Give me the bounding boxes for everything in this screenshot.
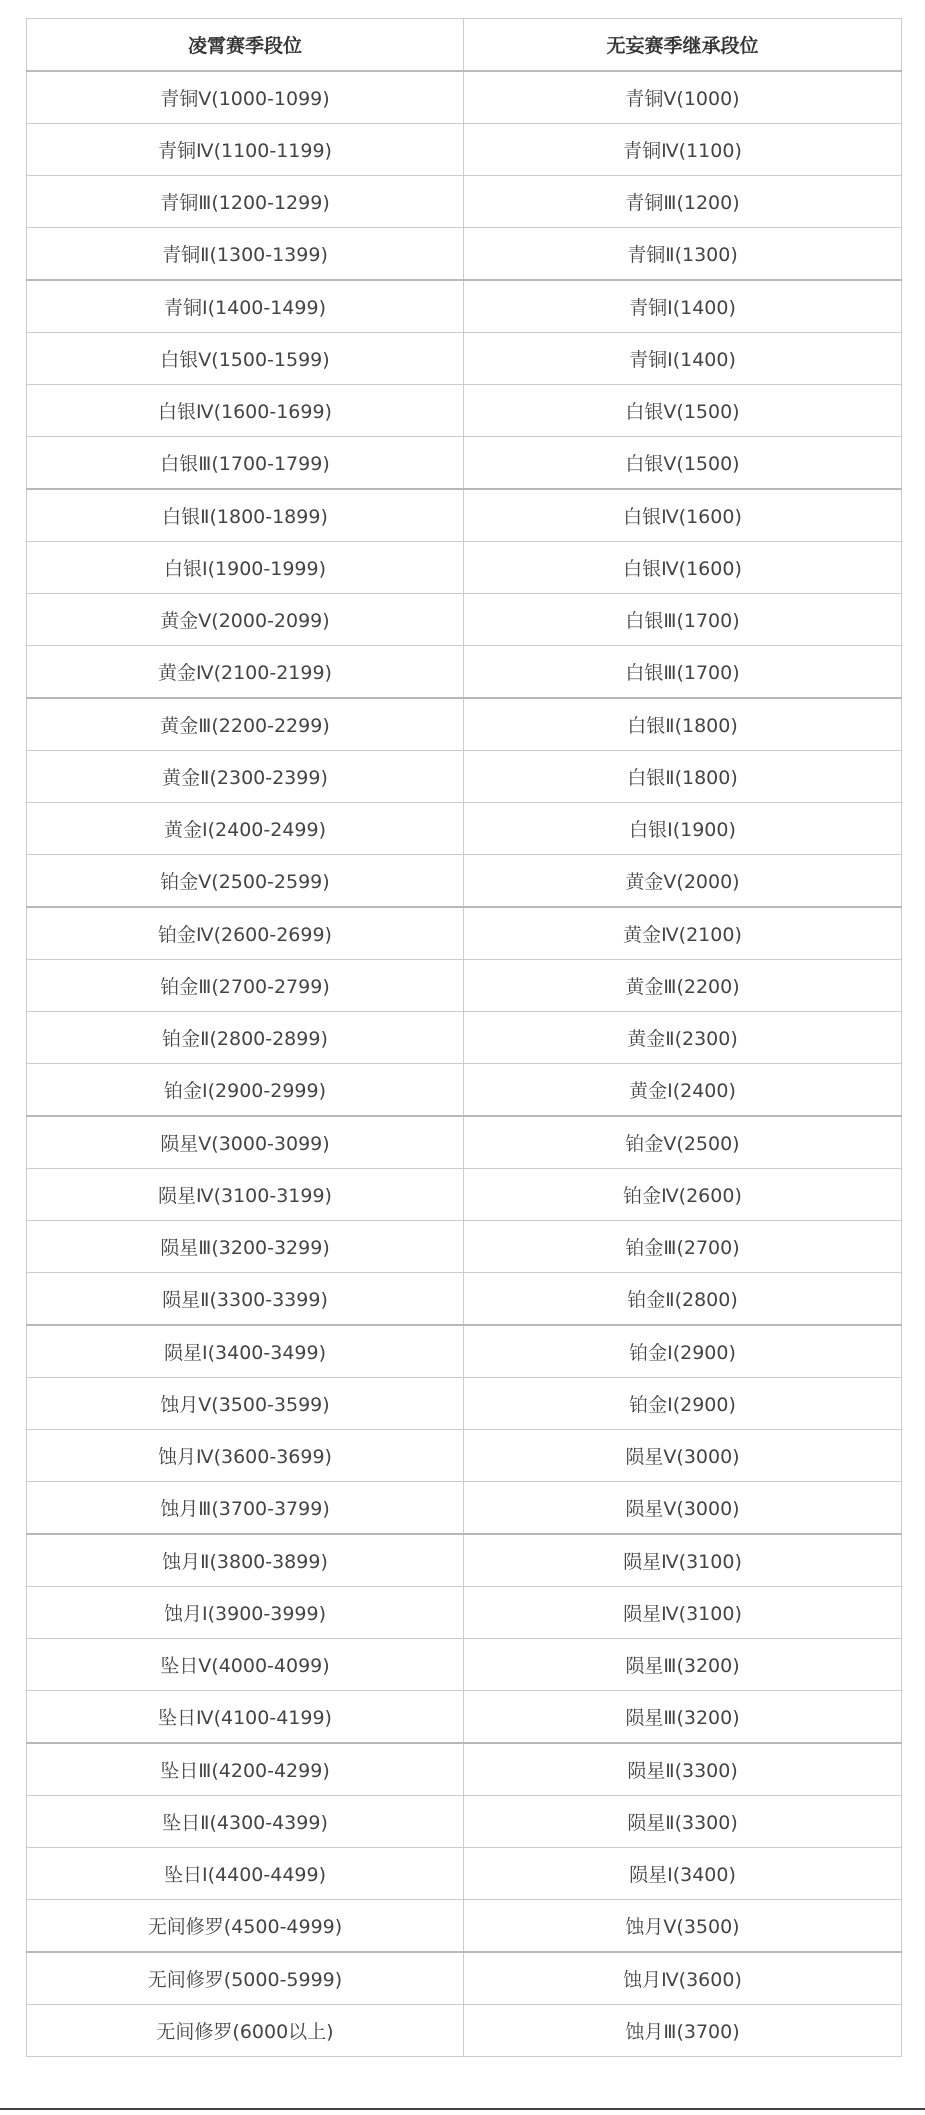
table-row <box>27 1639 902 1691</box>
lingxiao-rank-cell: 青铜Ⅱ(1300-1399) <box>27 228 464 281</box>
lingxiao-rank-cell: 坠日Ⅱ(4300-4399) <box>27 1796 464 1848</box>
lingxiao-rank-cell: 坠日Ⅳ(4100-4199) <box>27 1691 464 1744</box>
table-row <box>27 1587 902 1639</box>
lingxiao-rank-cell: 白银Ⅳ(1600-1699) <box>27 385 464 437</box>
table-row <box>27 228 902 281</box>
lingxiao-rank-cell: 青铜Ⅲ(1200-1299) <box>27 176 464 228</box>
wuwang-inherited-rank-cell: 蚀月Ⅲ(3700) <box>464 2005 902 2057</box>
lingxiao-rank-cell: 铂金Ⅴ(2500-2599) <box>27 855 464 908</box>
table-row <box>27 542 902 594</box>
table-row <box>27 280 902 333</box>
table-row <box>27 960 902 1012</box>
lingxiao-rank-cell: 黄金Ⅴ(2000-2099) <box>27 594 464 646</box>
wuwang-inherited-rank-cell: 青铜Ⅰ(1400) <box>464 333 902 385</box>
lingxiao-rank-cell: 无间修罗(4500-4999) <box>27 1900 464 1953</box>
table-row <box>27 1534 902 1587</box>
wuwang-inherited-rank-cell: 青铜Ⅱ(1300) <box>464 228 902 281</box>
table-row <box>27 1848 902 1900</box>
table-row <box>27 176 902 228</box>
lingxiao-rank-cell: 无间修罗(6000以上) <box>27 2005 464 2057</box>
table-row <box>27 1221 902 1273</box>
table-row <box>27 1796 902 1848</box>
table-row <box>27 1169 902 1221</box>
table-row <box>27 1743 902 1796</box>
table-row <box>27 385 902 437</box>
wuwang-inherited-rank-cell: 陨星Ⅰ(3400) <box>464 1848 902 1900</box>
wuwang-inherited-rank-cell: 黄金Ⅳ(2100) <box>464 907 902 960</box>
wuwang-inherited-rank-cell: 白银Ⅱ(1800) <box>464 751 902 803</box>
wuwang-inherited-rank-cell: 青铜Ⅳ(1100) <box>464 124 902 176</box>
wuwang-inherited-rank-cell: 白银Ⅴ(1500) <box>464 437 902 490</box>
lingxiao-rank-cell: 陨星Ⅱ(3300-3399) <box>27 1273 464 1326</box>
lingxiao-rank-cell: 坠日Ⅴ(4000-4099) <box>27 1639 464 1691</box>
table-row <box>27 1378 902 1430</box>
wuwang-inherited-rank-cell: 白银Ⅳ(1600) <box>464 542 902 594</box>
wuwang-inherited-rank-cell: 陨星Ⅱ(3300) <box>464 1796 902 1848</box>
lingxiao-rank-cell: 蚀月Ⅰ(3900-3999) <box>27 1587 464 1639</box>
lingxiao-rank-cell: 铂金Ⅲ(2700-2799) <box>27 960 464 1012</box>
wuwang-inherited-rank-cell: 铂金Ⅴ(2500) <box>464 1116 902 1169</box>
lingxiao-rank-cell: 黄金Ⅲ(2200-2299) <box>27 698 464 751</box>
table-row <box>27 71 902 124</box>
table-row <box>27 594 902 646</box>
wuwang-inherited-rank-cell: 铂金Ⅲ(2700) <box>464 1221 902 1273</box>
lingxiao-rank-cell: 青铜Ⅴ(1000-1099) <box>27 71 464 124</box>
wuwang-inherited-rank-cell: 黄金Ⅰ(2400) <box>464 1064 902 1117</box>
table-row <box>27 437 902 490</box>
lingxiao-rank-cell: 铂金Ⅱ(2800-2899) <box>27 1012 464 1064</box>
wuwang-inherited-rank-cell: 铂金Ⅰ(2900) <box>464 1325 902 1378</box>
wuwang-inherited-rank-cell: 白银Ⅰ(1900) <box>464 803 902 855</box>
wuwang-inherited-rank-cell: 白银Ⅲ(1700) <box>464 594 902 646</box>
table-row <box>27 1064 902 1117</box>
lingxiao-rank-cell: 陨星Ⅰ(3400-3499) <box>27 1325 464 1378</box>
wuwang-inherited-rank-cell: 陨星Ⅴ(3000) <box>464 1430 902 1482</box>
table-row <box>27 1325 902 1378</box>
lingxiao-rank-cell: 蚀月Ⅱ(3800-3899) <box>27 1534 464 1587</box>
lingxiao-rank-cell: 白银Ⅰ(1900-1999) <box>27 542 464 594</box>
lingxiao-rank-cell: 白银Ⅱ(1800-1899) <box>27 489 464 542</box>
wuwang-inherited-rank-cell: 青铜Ⅴ(1000) <box>464 71 902 124</box>
lingxiao-rank-cell: 蚀月Ⅴ(3500-3599) <box>27 1378 464 1430</box>
wuwang-inherited-rank-cell: 蚀月Ⅴ(3500) <box>464 1900 902 1953</box>
lingxiao-rank-cell: 白银Ⅲ(1700-1799) <box>27 437 464 490</box>
wuwang-inherited-rank-cell: 陨星Ⅳ(3100) <box>464 1534 902 1587</box>
table-row <box>27 489 902 542</box>
lingxiao-rank-cell: 陨星Ⅳ(3100-3199) <box>27 1169 464 1221</box>
wuwang-inherited-rank-cell: 白银Ⅴ(1500) <box>464 385 902 437</box>
wuwang-inherited-rank-cell: 陨星Ⅴ(3000) <box>464 1482 902 1535</box>
lingxiao-rank-cell: 蚀月Ⅲ(3700-3799) <box>27 1482 464 1535</box>
lingxiao-rank-cell: 青铜Ⅳ(1100-1199) <box>27 124 464 176</box>
wuwang-inherited-rank-cell: 青铜Ⅲ(1200) <box>464 176 902 228</box>
wuwang-inherited-rank-cell: 黄金Ⅱ(2300) <box>464 1012 902 1064</box>
wuwang-inherited-rank-cell: 铂金Ⅱ(2800) <box>464 1273 902 1326</box>
lingxiao-rank-cell: 黄金Ⅱ(2300-2399) <box>27 751 464 803</box>
table-row <box>27 333 902 385</box>
wuwang-inherited-rank-cell: 陨星Ⅳ(3100) <box>464 1587 902 1639</box>
table-row <box>27 698 902 751</box>
wuwang-inherited-rank-cell: 白银Ⅲ(1700) <box>464 646 902 699</box>
wuwang-inherited-rank-cell: 黄金Ⅴ(2000) <box>464 855 902 908</box>
wuwang-inherited-rank-cell: 陨星Ⅲ(3200) <box>464 1639 902 1691</box>
lingxiao-rank-cell: 铂金Ⅳ(2600-2699) <box>27 907 464 960</box>
wuwang-inherited-rank-cell: 陨星Ⅲ(3200) <box>464 1691 902 1744</box>
lingxiao-rank-cell: 无间修罗(5000-5999) <box>27 1952 464 2005</box>
bottom-divider <box>0 2108 925 2110</box>
table-row <box>27 907 902 960</box>
rank-mapping-table <box>26 18 902 2057</box>
lingxiao-rank-cell: 黄金Ⅰ(2400-2499) <box>27 803 464 855</box>
rank-mapping-table-container <box>26 18 901 2057</box>
table-row <box>27 1482 902 1535</box>
table-row <box>27 751 902 803</box>
table-row <box>27 1430 902 1482</box>
lingxiao-rank-cell: 青铜Ⅰ(1400-1499) <box>27 280 464 333</box>
wuwang-inherited-rank-cell: 蚀月Ⅳ(3600) <box>464 1952 902 2005</box>
header-lingxiao-season-rank: 凌霄赛季段位 <box>27 19 464 72</box>
lingxiao-rank-cell: 陨星Ⅲ(3200-3299) <box>27 1221 464 1273</box>
wuwang-inherited-rank-cell: 铂金Ⅰ(2900) <box>464 1378 902 1430</box>
wuwang-inherited-rank-cell: 白银Ⅳ(1600) <box>464 489 902 542</box>
lingxiao-rank-cell: 坠日Ⅰ(4400-4499) <box>27 1848 464 1900</box>
table-row <box>27 1273 902 1326</box>
lingxiao-rank-cell: 白银Ⅴ(1500-1599) <box>27 333 464 385</box>
table-row <box>27 1900 902 1953</box>
table-row <box>27 646 902 699</box>
wuwang-inherited-rank-cell: 黄金Ⅲ(2200) <box>464 960 902 1012</box>
lingxiao-rank-cell: 黄金Ⅳ(2100-2199) <box>27 646 464 699</box>
lingxiao-rank-cell: 蚀月Ⅳ(3600-3699) <box>27 1430 464 1482</box>
lingxiao-rank-cell: 铂金Ⅰ(2900-2999) <box>27 1064 464 1117</box>
table-header-row <box>27 19 902 72</box>
wuwang-inherited-rank-cell: 白银Ⅱ(1800) <box>464 698 902 751</box>
table-row <box>27 1012 902 1064</box>
lingxiao-rank-cell: 坠日Ⅲ(4200-4299) <box>27 1743 464 1796</box>
table-row <box>27 1691 902 1744</box>
table-row <box>27 2005 902 2057</box>
table-row <box>27 803 902 855</box>
lingxiao-rank-cell: 陨星Ⅴ(3000-3099) <box>27 1116 464 1169</box>
table-row <box>27 124 902 176</box>
wuwang-inherited-rank-cell: 铂金Ⅳ(2600) <box>464 1169 902 1221</box>
table-body <box>27 71 902 2057</box>
table-row <box>27 855 902 908</box>
wuwang-inherited-rank-cell: 青铜Ⅰ(1400) <box>464 280 902 333</box>
header-wuwang-season-inherited-rank: 无妄赛季继承段位 <box>464 19 902 72</box>
table-row <box>27 1952 902 2005</box>
table-row <box>27 1116 902 1169</box>
wuwang-inherited-rank-cell: 陨星Ⅱ(3300) <box>464 1743 902 1796</box>
